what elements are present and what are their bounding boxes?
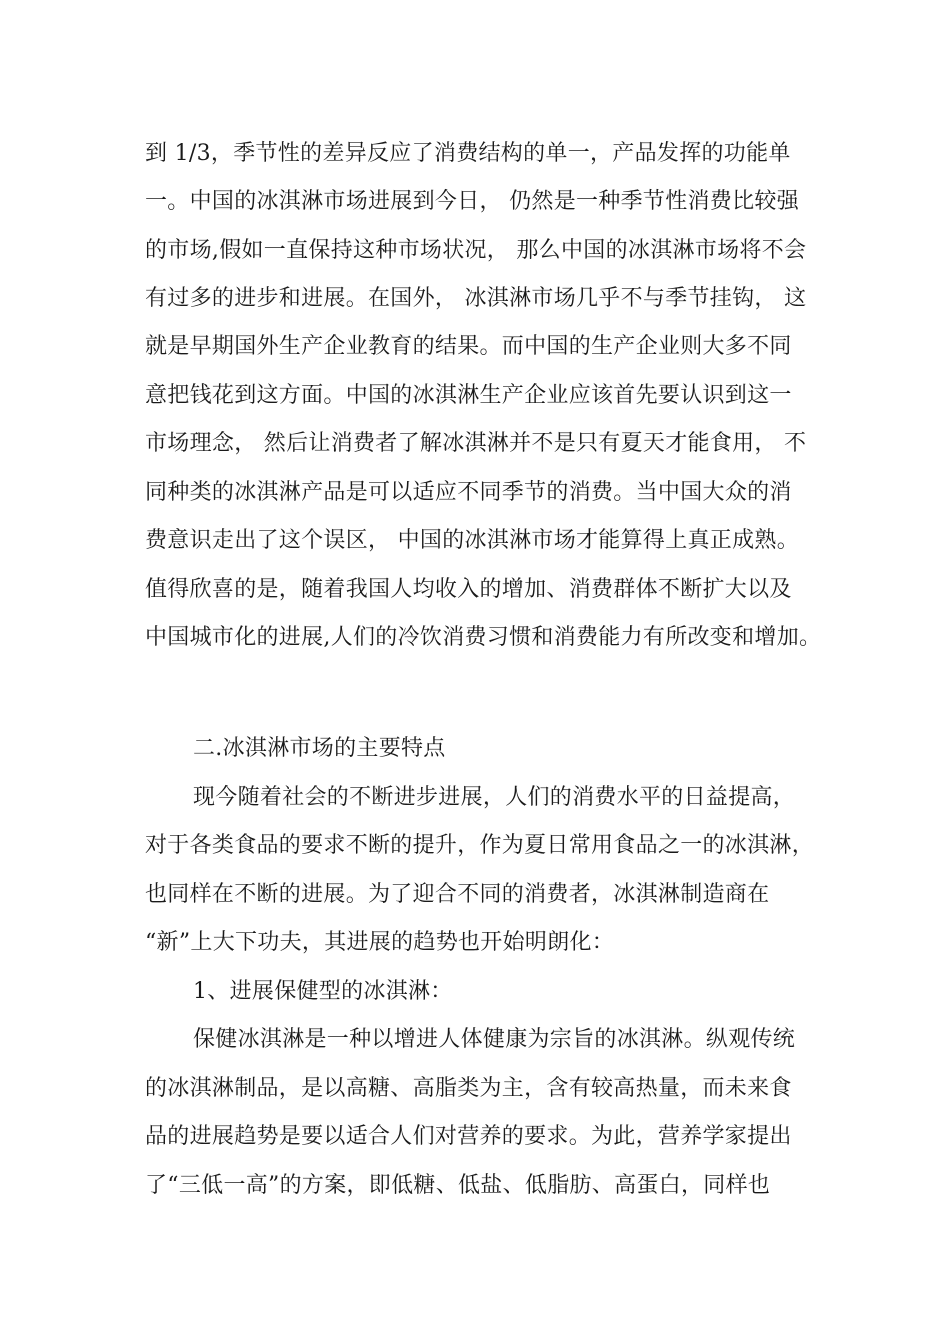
paragraph-line: 到 1/3，季节性的差异反应了消费结构的单一，产品发挥的功能单 (145, 141, 791, 166)
paragraph-line: 也同样在不断的进展。为了迎合不同的消费者，冰淇淋制造商在 (145, 882, 770, 907)
paragraph-line: 有过多的进步和进展。在国外， 冰淇淋市场几乎不与季节挂钩， 这 (145, 286, 807, 311)
paragraph-line: 的冰淇淋制品，是以高糖、高脂类为主，含有较高热量，而未来食 (145, 1076, 792, 1101)
paragraph-line: 保健冰淇淋是一种以增进人体健康为宗旨的冰淇淋。纵观传统 (193, 1027, 796, 1052)
paragraph-line: 就是早期国外生产企业教育的结果。而中国的生产企业则大多不同 (145, 334, 792, 359)
paragraph-line: 的市场,假如一直保持这种市场状况， 那么中国的冰淇淋市场将不会 (145, 238, 807, 263)
paragraph-line: “新”上大下功夫，其进展的趋势也开始明朗化： (145, 930, 615, 955)
paragraph-line: 现今随着社会的不断进步进展，人们的消费水平的日益提高， (193, 785, 796, 810)
paragraph-line: 费意识走出了这个误区， 中国的冰淇淋市场才能算得上真正成熟。 (145, 528, 799, 553)
paragraph-line: 中国城市化的进展,人们的冷饮消费习惯和消费能力有所改变和增加。 (145, 625, 822, 650)
paragraph-line: 一。中国的冰淇淋市场进展到今日， 仍然是一种季节性消费比较强 (145, 189, 799, 214)
paragraph-line: 品的进展趋势是要以适合人们对营养的要求。为此，营养学家提出 (145, 1124, 792, 1149)
paragraph-line: 同种类的冰淇淋产品是可以适应不同季节的消费。当中国大众的消 (145, 480, 792, 505)
paragraph-line: 了“三低一高”的方案，即低糖、低盐、低脂肪、高蛋白，同样也 (145, 1173, 771, 1198)
paragraph-line: 意把钱花到这方面。中国的冰淇淋生产企业应该首先要认识到这一 (145, 383, 792, 408)
paragraph-line: 市场理念， 然后让消费者了解冰淇淋并不是只有夏天才能食用， 不 (145, 431, 807, 456)
paragraph-line: 值得欣喜的是，随着我国人均收入的增加、消费群体不断扩大以及 (145, 577, 792, 602)
paragraph-line: 对于各类食品的要求不断的提升，作为夏日常用食品之一的冰淇淋， (145, 833, 815, 858)
subheading: 1、进展保健型的冰淇淋： (193, 979, 453, 1004)
section-heading: 二.冰淇淋市场的主要特点 (193, 736, 446, 761)
